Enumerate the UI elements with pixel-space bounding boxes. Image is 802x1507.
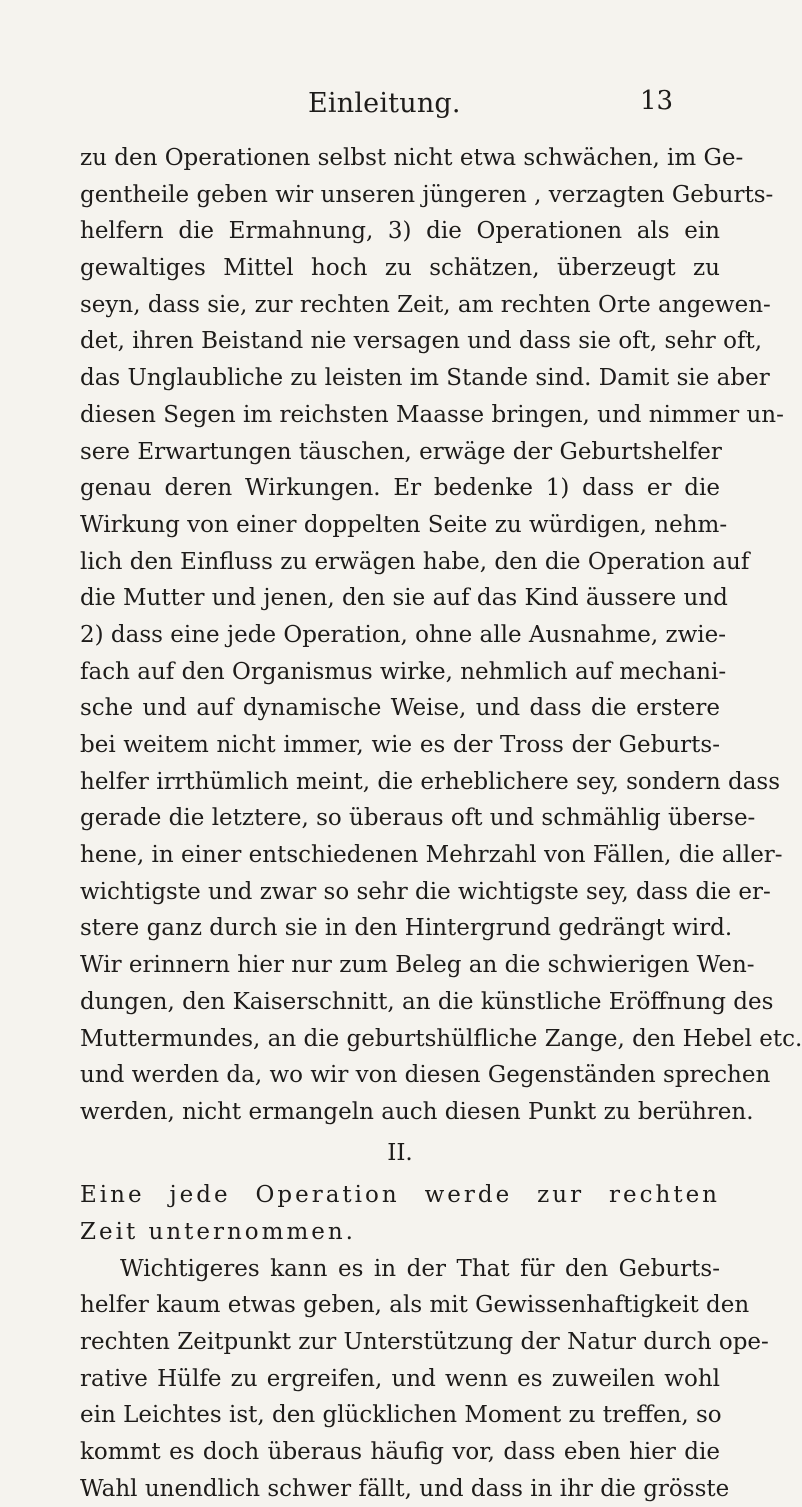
text-line: genau deren Wirkungen. Er bedenke 1) dass er die — [80, 475, 720, 502]
text-line: zu den Operationen selbst nicht etwa schwächen, im Ge- — [80, 145, 744, 171]
text-line: Wahl unendlich schwer fällt, und dass in ihr die grösste — [80, 1475, 730, 1502]
text-line: und werden da, wo wir von diesen Gegenständen sprechen — [80, 1062, 771, 1089]
text-line: das Unglaubliche zu leisten im Stande sind. Damit sie aber — [80, 365, 770, 392]
text-line: helfer irrthümlich meint, die erheblichere sey, sondern dass — [80, 768, 781, 795]
text-line: hene, in einer entschiedenen Mehrzahl von Fällen, die aller- — [80, 842, 783, 869]
text-line: lich den Einfluss zu erwägen habe, den die Operation auf — [80, 548, 750, 575]
text-line: werden, nicht ermangeln auch diesen Punkt zu berühren. — [80, 1098, 754, 1125]
section-numeral: II. — [387, 1139, 413, 1166]
text-line: sche und auf dynamische Weise, und dass die erstere — [80, 695, 720, 722]
text-line: gentheile geben wir unseren jüngeren , verzagten Geburts- — [80, 181, 774, 208]
text-line: kommt es doch überaus häufig vor, dass eben hier die — [80, 1439, 720, 1466]
text-line: stere ganz durch sie in den Hintergrund gedrängt wird. — [80, 915, 733, 942]
text-line: Wirkung von einer doppelten Seite zu würdigen, nehm- — [80, 511, 728, 538]
body-text — [80, 140, 802, 1507]
text-line: helfer kaum etwas geben, als mit Gewissenhaftigkeit den — [80, 1292, 750, 1319]
text-line: Muttermundes, an die geburtshülfliche Zange, den Hebel etc. — [80, 1025, 802, 1052]
section-heading: Zeit unternommen. — [80, 1218, 356, 1245]
text-line: seyn, dass sie, zur rechten Zeit, am rechten Orte angewen- — [80, 291, 771, 318]
text-line: rechten Zeitpunkt zur Unterstützung der Natur durch ope- — [80, 1329, 769, 1355]
text-line: bei weitem nicht immer, wie es der Tross der Geburts- — [80, 732, 720, 758]
text-line: Wir erinnern hier nur zum Beleg an die schwierigen Wen- — [80, 952, 755, 979]
text-line: rative Hülfe zu ergreifen, und wenn es zuweilen wohl — [80, 1365, 720, 1392]
text-line: gewaltiges Mittel hoch zu schätzen, überzeugt zu — [80, 255, 720, 282]
text-line: helfern die Ermahnung, 3) die Operationen als ein — [80, 218, 720, 245]
page-number: 13 — [640, 86, 674, 116]
running-head: Einleitung. — [308, 88, 461, 119]
text-line: die Mutter und jenen, den sie auf das Kind äussere und — [80, 585, 728, 612]
page-header — [0, 88, 800, 128]
text-line: Wichtigeres kann es in der That für den Geburts- — [120, 1255, 720, 1282]
text-line: dungen, den Kaiserschnitt, an die künstliche Eröffnung des — [80, 988, 774, 1015]
text-line: sere Erwartungen täuschen, erwäge der Geburtshelfer — [80, 438, 722, 465]
text-line: det, ihren Beistand nie versagen und dass sie oft, sehr oft, — [80, 328, 763, 355]
text-line: fach auf den Organismus wirke, nehmlich auf mechani- — [80, 658, 727, 685]
section-heading: Eine jede Operation werde zur rechten — [80, 1182, 720, 1209]
text-line: 2) dass eine jede Operation, ohne alle Ausnahme, zwie- — [80, 621, 727, 648]
text-line: gerade die letztere, so überaus oft und schmählig überse- — [80, 805, 756, 832]
text-line: wichtigste und zwar so sehr die wichtigste sey, dass die er- — [80, 878, 771, 905]
text-line: ein Leichtes ist, den glücklichen Moment zu treffen, so — [80, 1402, 722, 1429]
text-line: diesen Segen im reichsten Maasse bringen, und nimmer un- — [80, 401, 784, 428]
